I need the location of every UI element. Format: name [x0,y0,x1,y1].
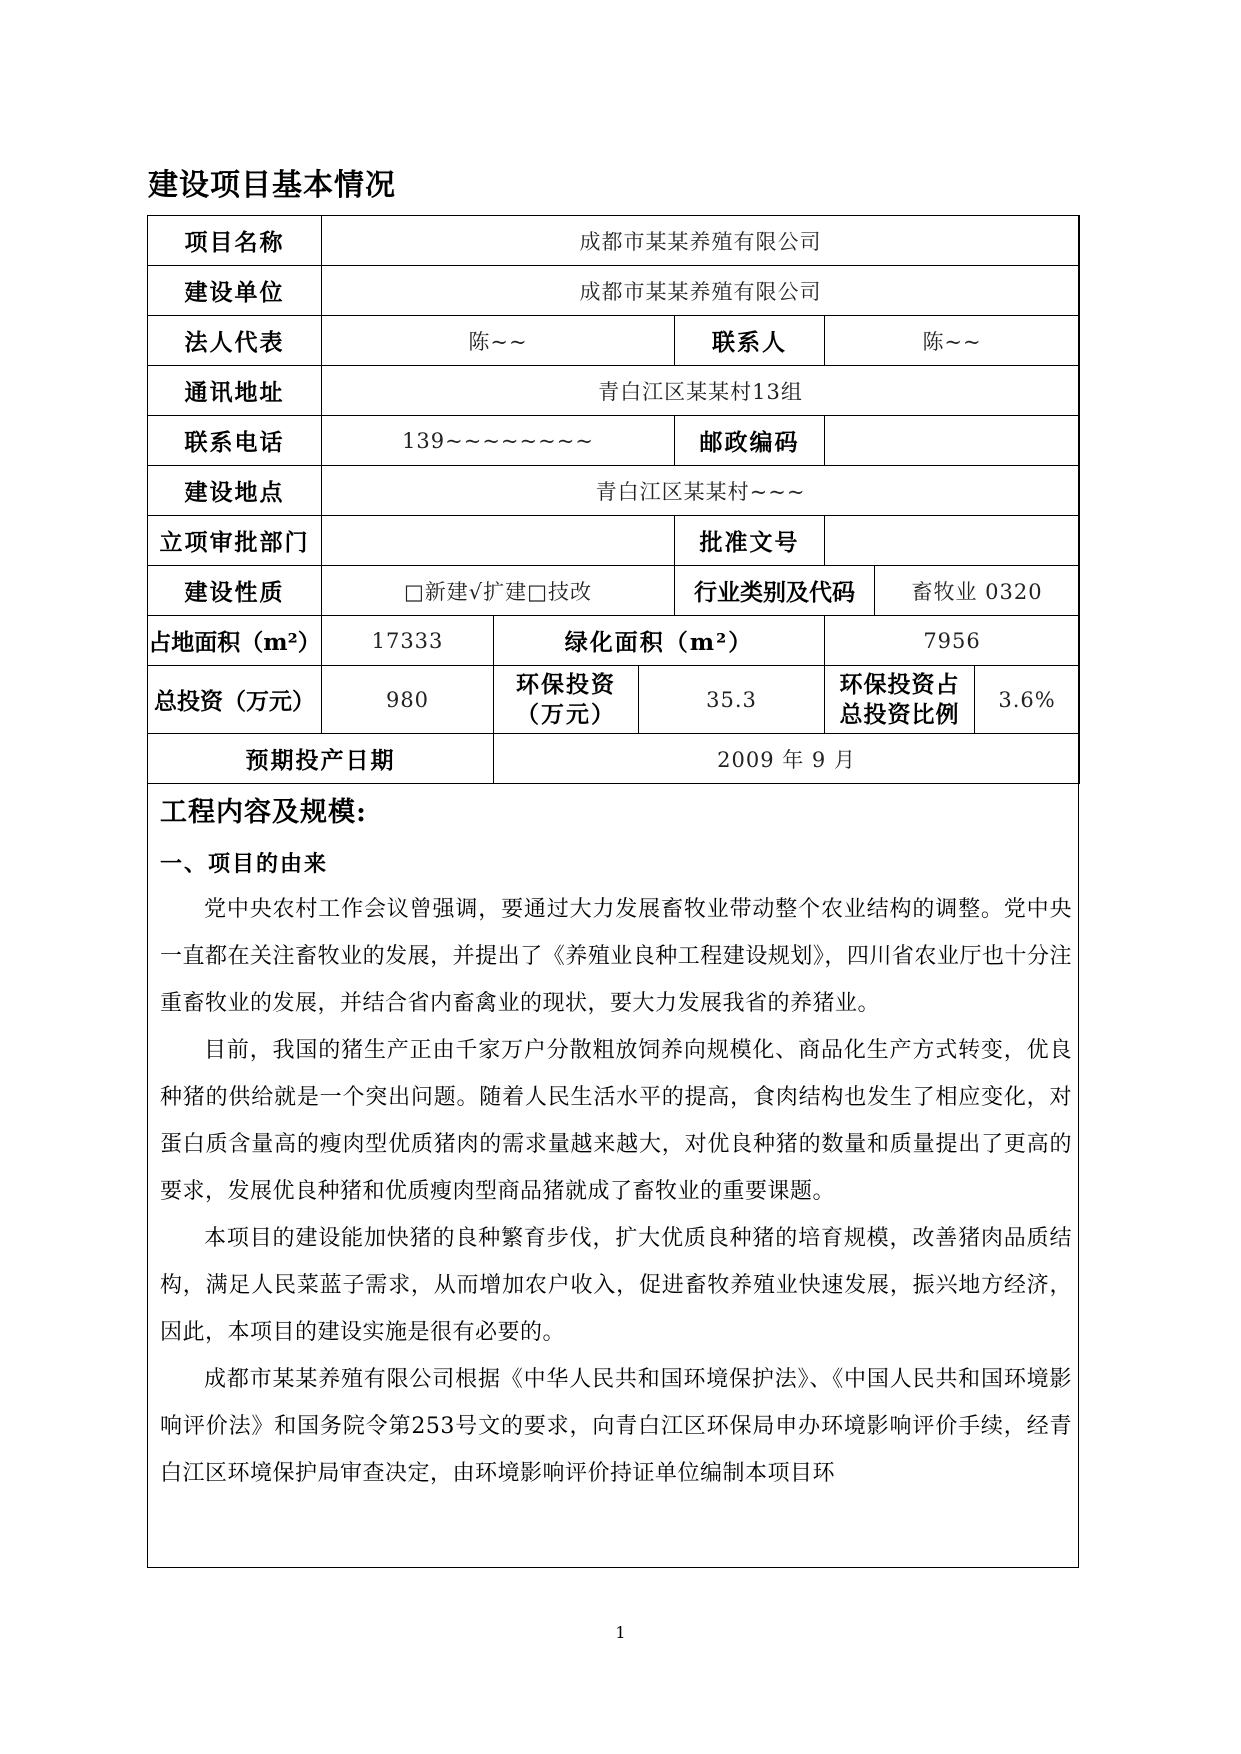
page-number: 1 [615,1623,626,1642]
table-row [148,316,1080,366]
approval-dept-label: 立项审批部门 [148,516,322,566]
paragraph: 本项目的建设能加快猪的良种繁育步伐，扩大优质良种猪的培育规模，改善猪肉品质结构，满足人民菜蓝子需求，从而增加农户收入，促进畜牧养殖业快速发展，振兴地方经济，因此，本项目的建设实施是很有必要的。 [160,1226,1072,1345]
legal-rep-value: 陈~~ [322,316,675,366]
industry-label: 行业类别及代码 [675,566,875,616]
env-ratio-value: 3.6% [975,666,1080,734]
table-row [148,516,1080,566]
table-row [148,416,1080,466]
start-date-value: 2009 年 9 月 [494,734,1080,784]
page-title: 建设项目基本情况 [148,168,396,203]
contact-value: 陈~~ [825,316,1080,366]
table-row [148,366,1080,416]
table-row [148,734,1080,784]
table-row [148,616,1080,666]
paragraph: 党中央农村工作会议曾强调，要通过大力发展畜牧业带动整个农业结构的调整。党中央一直都在关注畜牧业的发展，并提出了《养殖业良种工程建设规划》，四川省农业厅也十分注重畜牧业的发展，并结合省内畜禽业的现状，要大力发展我省的养猪业。 [160,897,1072,1016]
env-ratio-label-line1: 环保投资占 [839,670,960,698]
approval-no-value [825,516,1080,566]
start-date-label: 预期投产日期 [148,734,494,784]
phone-value: 139~~~~~~~~ [322,416,675,466]
address-label: 通讯地址 [148,366,322,416]
env-invest-label-line2: （万元） [516,700,616,728]
paragraph: 成都市某某养殖有限公司根据《中华人民共和国环境保护法》、《中国人民共和国环境影响评价法》和国务院令第253号文的要求，向青白江区环保局申办环境影响评价手续，经青白江区环境保护局审查决定，由环境影响评价持证单位编制本项目环 [160,1367,1072,1486]
env-ratio-label-line2: 总投资比例 [839,700,960,728]
table-row [148,466,1080,516]
table-row [148,566,1080,616]
section-title: 工程内容及规模: [160,797,367,828]
postcode-value [825,416,1080,466]
table-row [148,216,1080,266]
approval-no-label: 批准文号 [675,516,825,566]
site-label: 建设地点 [148,466,322,516]
green-area-label: 绿化面积（m²） [494,616,825,666]
total-invest-label: 总投资（万元） [148,666,322,734]
table-row [148,266,1080,316]
paragraph: 目前，我国的猪生产正由千家万户分散粗放饲养向规模化、商品化生产方式转变，优良种猪的供给就是一个突出问题。随着人民生活水平的提高，食肉结构也发生了相应变化，对蛋白质含量高的瘦肉型优质猪肉的需求量越来越大，对优良种猪的数量和质量提出了更高的要求，发展优良种猪和优质瘦肉型商品猪就成了畜牧业的重要课题。 [160,1038,1072,1204]
contact-label: 联系人 [675,316,825,366]
phone-label: 联系电话 [148,416,322,466]
total-invest-value: 980 [322,666,494,734]
env-invest-label-line1: 环保投资 [516,670,616,698]
approval-dept-value [322,516,675,566]
industry-value: 畜牧业 0320 [875,566,1080,616]
table-row [148,666,1080,734]
project-info-table [147,215,1080,784]
builder-label: 建设单位 [148,266,322,316]
nature-label: 建设性质 [148,566,322,616]
legal-rep-label: 法人代表 [148,316,322,366]
green-area-value: 7956 [825,616,1080,666]
env-invest-value: 35.3 [639,666,825,734]
land-area-value: 17333 [322,616,494,666]
project-content [160,790,1072,1497]
site-value: 青白江区某某村~~~ [322,466,1080,516]
env-ratio-label [825,666,975,734]
postcode-label: 邮政编码 [675,416,825,466]
sub-title: 一、项目的由来 [160,851,329,877]
env-invest-label [494,666,639,734]
builder-value: 成都市某某养殖有限公司 [322,266,1080,316]
project-name-value: 成都市某某养殖有限公司 [322,216,1080,266]
land-area-label: 占地面积（m²） [148,616,322,666]
address-value: 青白江区某某村13组 [322,366,1080,416]
project-name-label: 项目名称 [148,216,322,266]
nature-value: □新建√扩建□技改 [322,566,675,616]
